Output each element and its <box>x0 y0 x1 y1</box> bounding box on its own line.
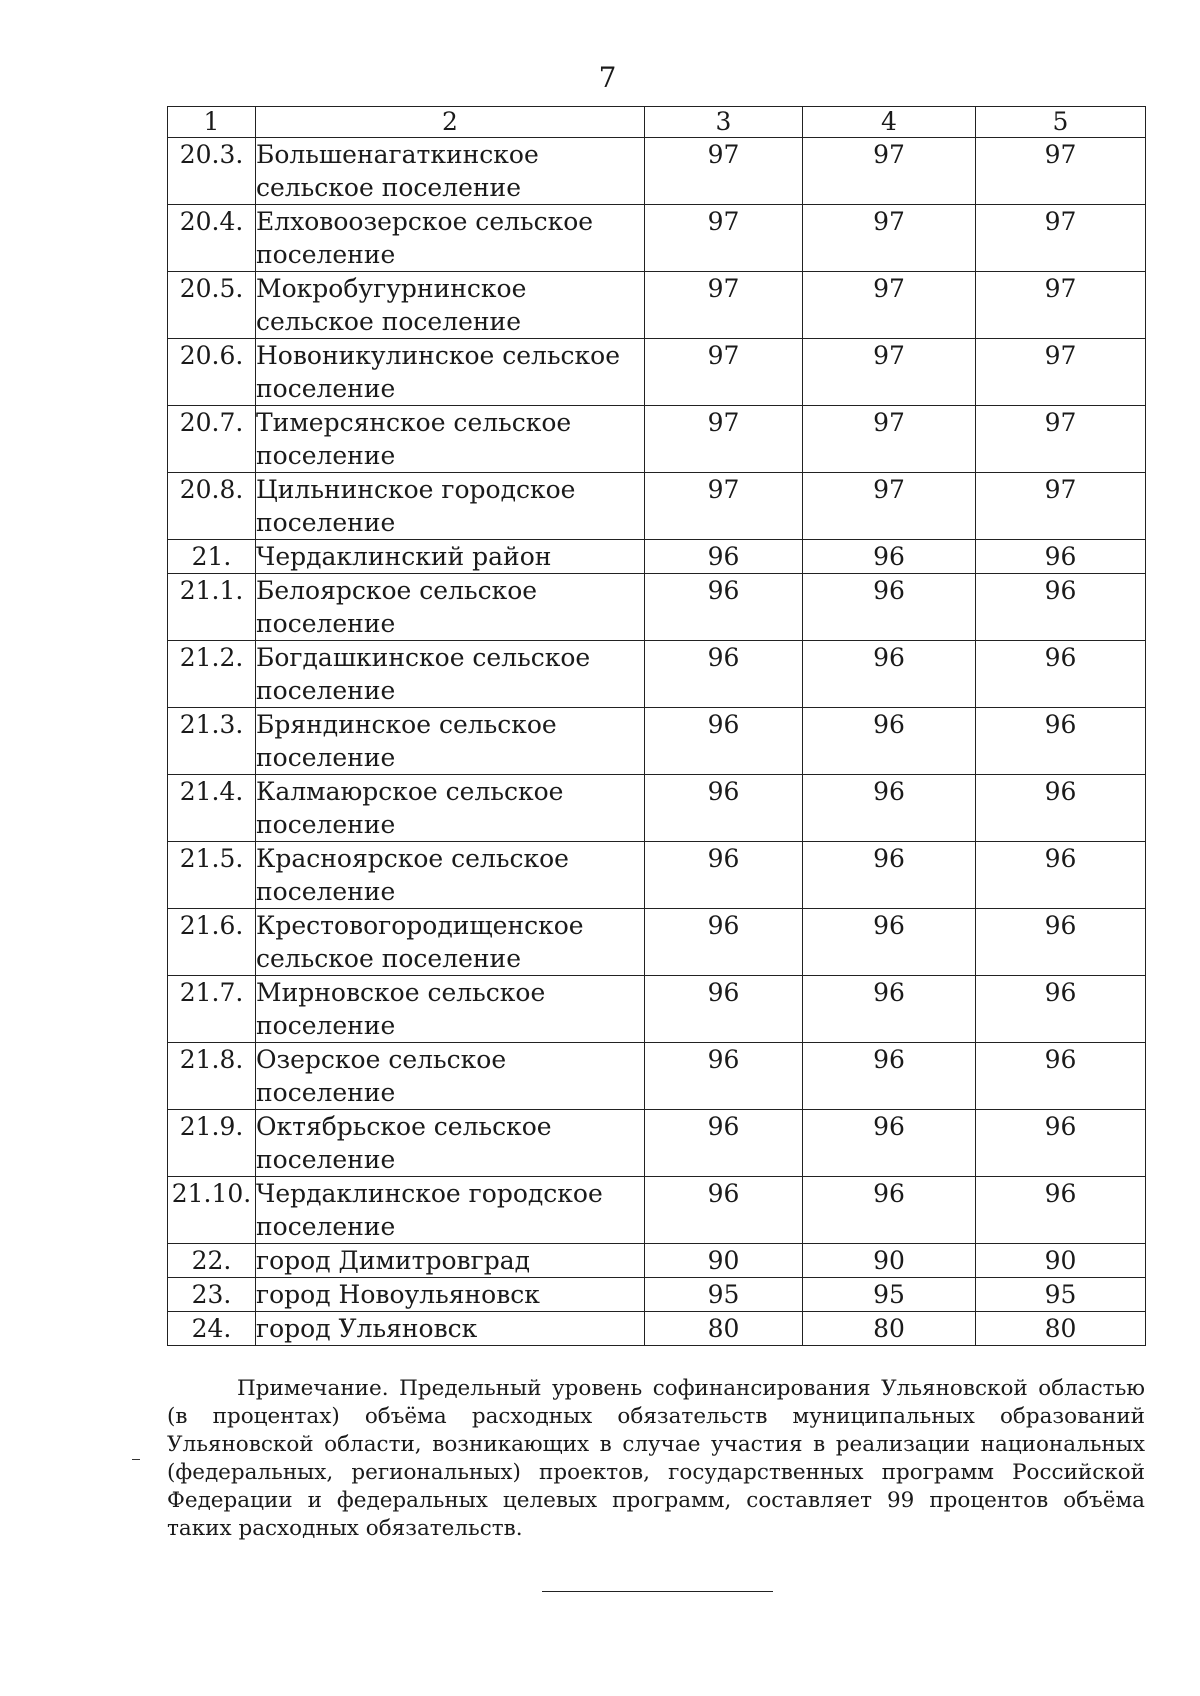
value-col4-cell: 96 <box>803 842 976 909</box>
value-col5-cell: 96 <box>976 708 1146 775</box>
row-number-cell: 20.7. <box>168 406 256 473</box>
value-col4-cell: 97 <box>803 138 976 205</box>
municipality-name-cell: Бряндинское сельское поселение <box>256 708 645 775</box>
value-col5-cell: 96 <box>976 842 1146 909</box>
value-col5-cell: 96 <box>976 976 1146 1043</box>
row-number-cell: 21.10. <box>168 1177 256 1244</box>
table-row <box>168 775 1146 842</box>
value-col5-cell: 97 <box>976 272 1146 339</box>
column-header: 5 <box>976 107 1146 138</box>
column-header: 4 <box>803 107 976 138</box>
table-row <box>168 406 1146 473</box>
row-number-cell: 24. <box>168 1312 256 1346</box>
value-col4-cell: 96 <box>803 909 976 976</box>
value-col4-cell: 96 <box>803 775 976 842</box>
value-col3-cell: 96 <box>645 842 803 909</box>
row-number-cell: 22. <box>168 1244 256 1278</box>
table-row <box>168 1110 1146 1177</box>
value-col4-cell: 97 <box>803 272 976 339</box>
column-header: 2 <box>256 107 645 138</box>
value-col3-cell: 80 <box>645 1312 803 1346</box>
row-number-cell: 21.5. <box>168 842 256 909</box>
municipality-name-cell: Крестовогородищенское сельское поселение <box>256 909 645 976</box>
row-number-cell: 21.3. <box>168 708 256 775</box>
margin-mark <box>132 1459 140 1460</box>
value-col3-cell: 97 <box>645 473 803 540</box>
municipality-name-cell: Чердаклинское городское поселение <box>256 1177 645 1244</box>
row-number-cell: 23. <box>168 1278 256 1312</box>
value-col5-cell: 97 <box>976 205 1146 272</box>
value-col4-cell: 96 <box>803 641 976 708</box>
value-col4-cell: 80 <box>803 1312 976 1346</box>
end-divider <box>542 1591 773 1592</box>
value-col5-cell: 80 <box>976 1312 1146 1346</box>
value-col5-cell: 95 <box>976 1278 1146 1312</box>
municipality-name-cell: Новоникулинское сельское поселение <box>256 339 645 406</box>
row-number-cell: 21. <box>168 540 256 574</box>
value-col4-cell: 97 <box>803 205 976 272</box>
value-col4-cell: 97 <box>803 339 976 406</box>
value-col4-cell: 96 <box>803 574 976 641</box>
column-header: 1 <box>168 107 256 138</box>
value-col5-cell: 97 <box>976 138 1146 205</box>
value-col4-cell: 97 <box>803 473 976 540</box>
row-number-cell: 21.9. <box>168 1110 256 1177</box>
table-row <box>168 1043 1146 1110</box>
table-row <box>168 909 1146 976</box>
municipality-name-cell: Елховоозерское сельское поселение <box>256 205 645 272</box>
table-row <box>168 1312 1146 1346</box>
table-row <box>168 473 1146 540</box>
table-row <box>168 205 1146 272</box>
row-number-cell: 21.6. <box>168 909 256 976</box>
table-header-row <box>168 107 1146 138</box>
value-col3-cell: 96 <box>645 540 803 574</box>
municipality-name-cell: Озерское сельское поселение <box>256 1043 645 1110</box>
table-body <box>168 138 1146 1346</box>
table-row <box>168 641 1146 708</box>
value-col5-cell: 96 <box>976 540 1146 574</box>
municipality-name-cell: Красноярское сельское поселение <box>256 842 645 909</box>
municipality-name-cell: Калмаюрское сельское поселение <box>256 775 645 842</box>
page-number: 7 <box>598 61 617 94</box>
value-col3-cell: 97 <box>645 272 803 339</box>
table-row <box>168 138 1146 205</box>
value-col3-cell: 96 <box>645 1110 803 1177</box>
row-number-cell: 21.2. <box>168 641 256 708</box>
value-col3-cell: 96 <box>645 775 803 842</box>
column-header: 3 <box>645 107 803 138</box>
value-col5-cell: 97 <box>976 406 1146 473</box>
value-col4-cell: 97 <box>803 406 976 473</box>
municipality-name-cell: Мокробугурнинское сельское поселение <box>256 272 645 339</box>
value-col4-cell: 96 <box>803 1043 976 1110</box>
value-col4-cell: 90 <box>803 1244 976 1278</box>
table-row <box>168 272 1146 339</box>
municipality-name-cell: Богдашкинское сельское поселение <box>256 641 645 708</box>
note-block <box>167 1375 1145 1543</box>
row-number-cell: 21.8. <box>168 1043 256 1110</box>
municipality-name-cell: Белоярское сельское поселение <box>256 574 645 641</box>
note-text: Примечание. Предельный уровень софинансирования Ульяновской областью (в процентах) объёма расходных обязательств муниципальных образований Ульяновской области, возникающих в случае участия в реализации национальных (федеральных, региональных) проектов, государственных программ Российской Федерации и федеральных целевых программ, составляет 99 процентов объёма таких расходных обязательств. <box>167 1376 1145 1541</box>
table-row <box>168 339 1146 406</box>
value-col3-cell: 96 <box>645 909 803 976</box>
value-col5-cell: 90 <box>976 1244 1146 1278</box>
row-number-cell: 20.8. <box>168 473 256 540</box>
value-col3-cell: 90 <box>645 1244 803 1278</box>
value-col5-cell: 96 <box>976 574 1146 641</box>
table-row <box>168 1244 1146 1278</box>
allocation-table <box>167 106 1146 1346</box>
value-col4-cell: 96 <box>803 1110 976 1177</box>
row-number-cell: 20.5. <box>168 272 256 339</box>
value-col5-cell: 96 <box>976 909 1146 976</box>
table-row <box>168 976 1146 1043</box>
value-col5-cell: 96 <box>976 775 1146 842</box>
table-row <box>168 708 1146 775</box>
value-col5-cell: 96 <box>976 641 1146 708</box>
value-col3-cell: 96 <box>645 976 803 1043</box>
value-col3-cell: 96 <box>645 708 803 775</box>
value-col5-cell: 96 <box>976 1043 1146 1110</box>
municipality-name-cell: Большенагаткинское сельское поселение <box>256 138 645 205</box>
value-col3-cell: 96 <box>645 1177 803 1244</box>
value-col3-cell: 95 <box>645 1278 803 1312</box>
row-number-cell: 21.7. <box>168 976 256 1043</box>
value-col5-cell: 97 <box>976 339 1146 406</box>
row-number-cell: 21.4. <box>168 775 256 842</box>
value-col3-cell: 96 <box>645 574 803 641</box>
row-number-cell: 20.3. <box>168 138 256 205</box>
value-col4-cell: 96 <box>803 540 976 574</box>
value-col4-cell: 95 <box>803 1278 976 1312</box>
value-col3-cell: 96 <box>645 1043 803 1110</box>
row-number-cell: 20.4. <box>168 205 256 272</box>
value-col3-cell: 97 <box>645 339 803 406</box>
value-col4-cell: 96 <box>803 976 976 1043</box>
value-col5-cell: 97 <box>976 473 1146 540</box>
value-col5-cell: 96 <box>976 1110 1146 1177</box>
municipality-name-cell: город Новоульяновск <box>256 1278 645 1312</box>
table-row <box>168 1278 1146 1312</box>
value-col4-cell: 96 <box>803 708 976 775</box>
value-col3-cell: 97 <box>645 406 803 473</box>
value-col3-cell: 96 <box>645 641 803 708</box>
row-number-cell: 20.6. <box>168 339 256 406</box>
value-col3-cell: 97 <box>645 138 803 205</box>
table-row <box>168 1177 1146 1244</box>
row-number-cell: 21.1. <box>168 574 256 641</box>
value-col3-cell: 97 <box>645 205 803 272</box>
table-row <box>168 842 1146 909</box>
municipality-name-cell: Мирновское сельское поселение <box>256 976 645 1043</box>
table-row <box>168 574 1146 641</box>
municipality-name-cell: город Ульяновск <box>256 1312 645 1346</box>
municipality-name-cell: Чердаклинский район <box>256 540 645 574</box>
municipality-name-cell: Октябрьское сельское поселение <box>256 1110 645 1177</box>
municipality-name-cell: Тимерсянское сельское поселение <box>256 406 645 473</box>
value-col5-cell: 96 <box>976 1177 1146 1244</box>
value-col4-cell: 96 <box>803 1177 976 1244</box>
municipality-name-cell: город Димитровград <box>256 1244 645 1278</box>
table-row <box>168 540 1146 574</box>
municipality-name-cell: Цильнинское городское поселение <box>256 473 645 540</box>
